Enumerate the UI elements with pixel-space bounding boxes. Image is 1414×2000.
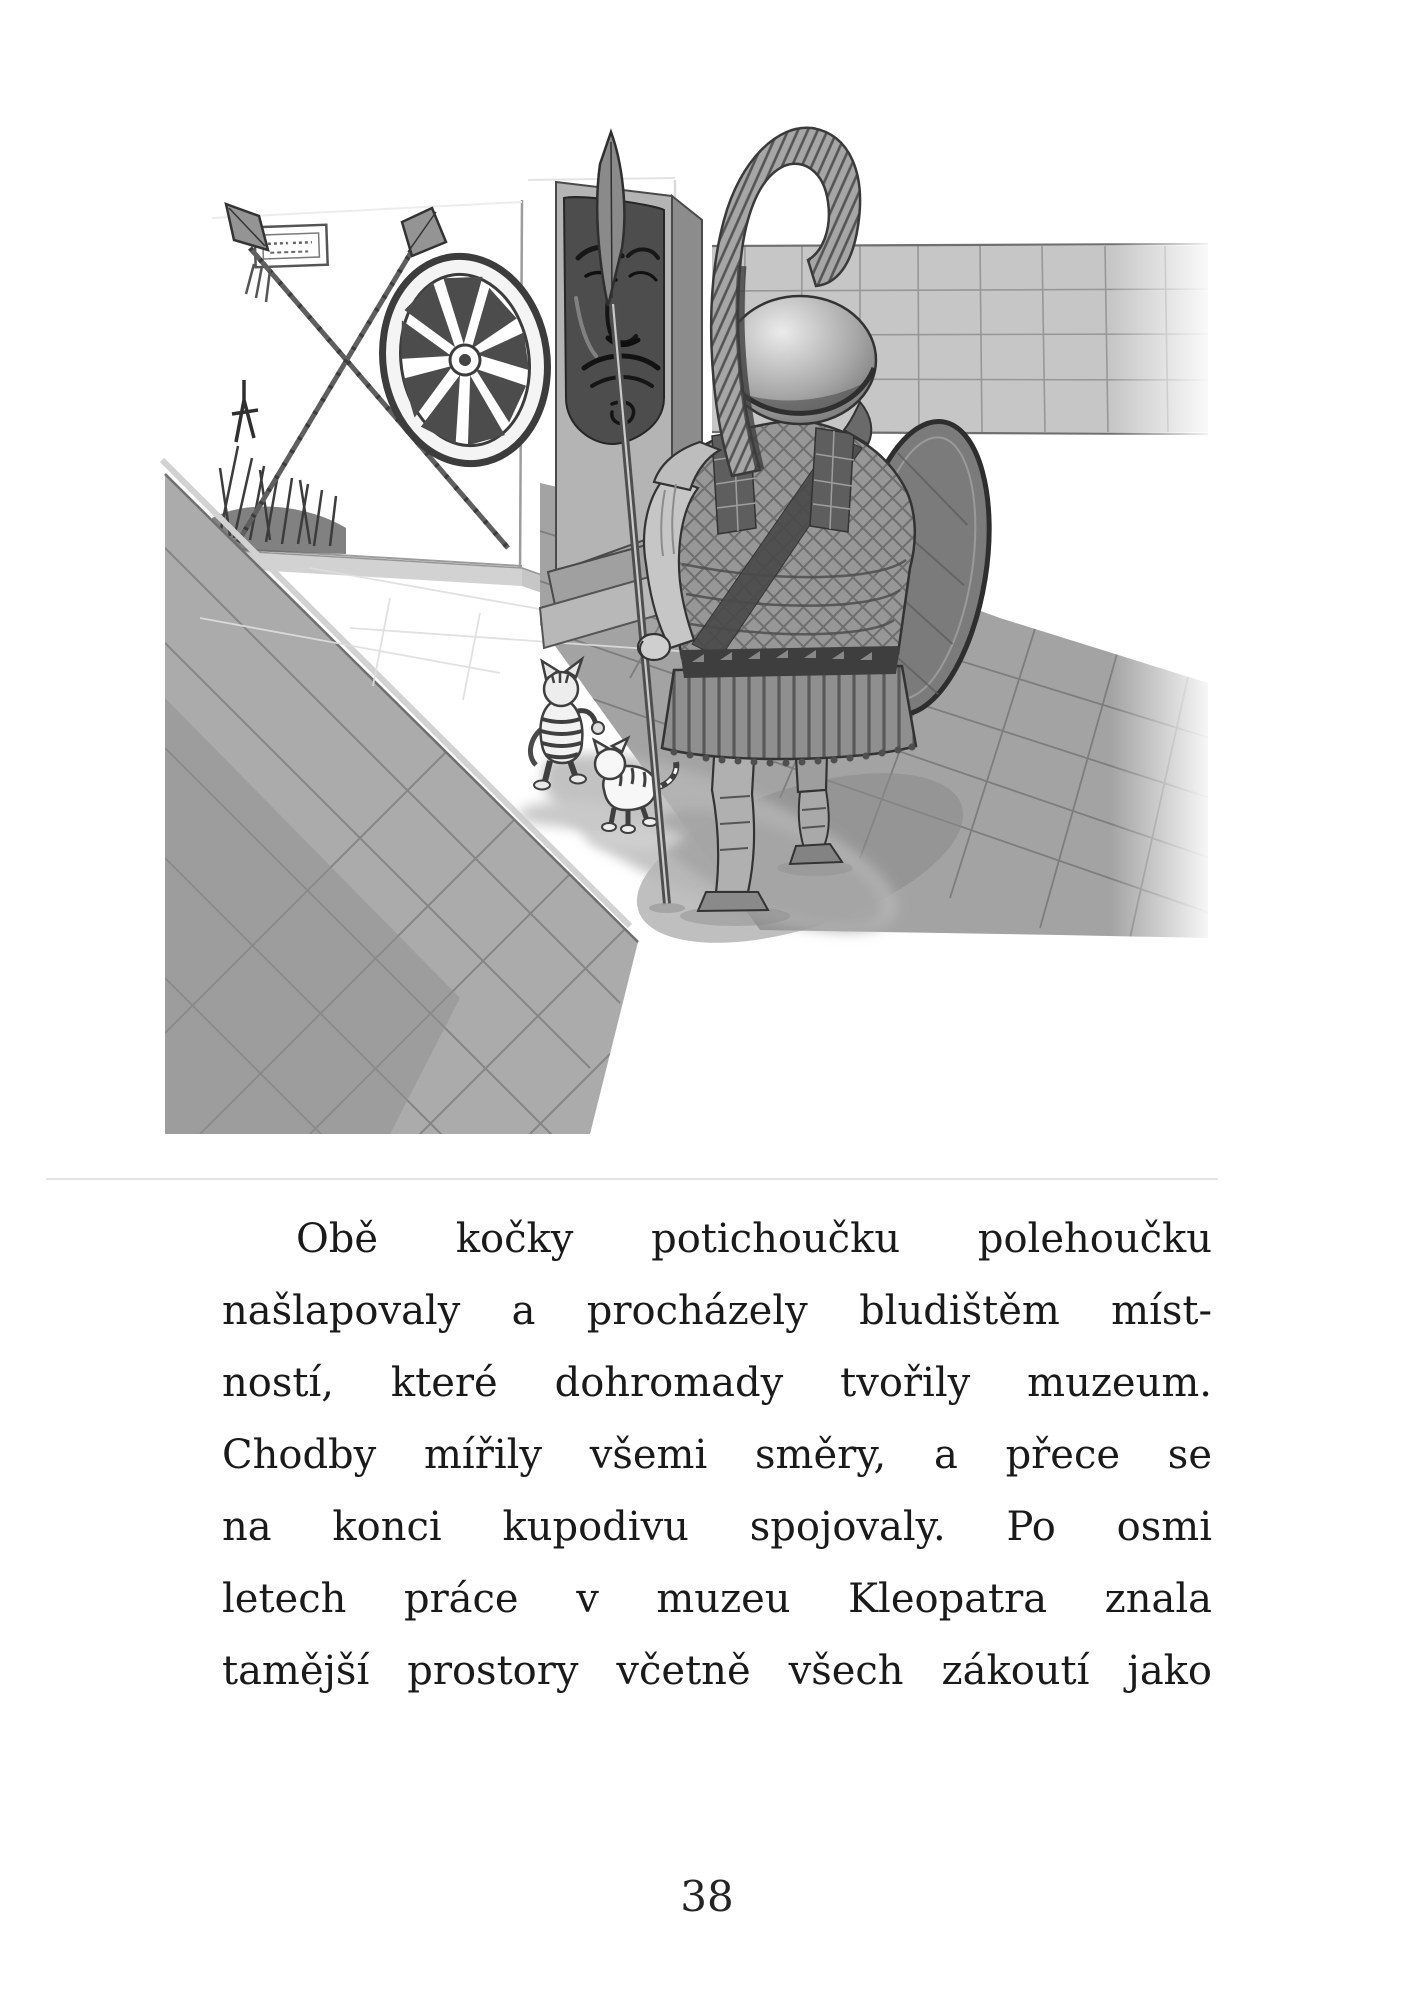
paragraph-line: našlapovaly a procházely bludištěm míst- — [222, 1288, 1212, 1334]
page-number: 38 — [680, 1872, 734, 1921]
waist-belt — [680, 646, 900, 678]
section-divider — [46, 1178, 1218, 1180]
shoulder-strap — [810, 428, 854, 532]
round-shield-display — [369, 246, 560, 475]
paragraph-line: letech práce v muzeu Kleopatra znala — [222, 1576, 1212, 1622]
statue-skirt — [662, 666, 916, 767]
paragraph-line: Chodby mířily všemi směry, a přece se — [222, 1432, 1212, 1478]
paragraph-line: tamější prostory včetně všech zákoutí jako — [222, 1648, 1212, 1694]
spearhead-icon — [402, 208, 446, 256]
paragraph-line: Obě kočky potichoučku polehoučku — [296, 1216, 1212, 1262]
story-paragraph — [222, 1203, 1212, 1707]
paragraph-line: ností, které dohromady tvořily muzeum. — [222, 1360, 1212, 1406]
museum-illustration — [160, 98, 1218, 1138]
edge-fade — [1110, 228, 1218, 952]
small-artifact — [232, 380, 258, 442]
museum-illustration-svg — [160, 98, 1218, 1138]
paragraph-line: na konci kupodivu spojovaly. Po osmi — [222, 1504, 1212, 1550]
